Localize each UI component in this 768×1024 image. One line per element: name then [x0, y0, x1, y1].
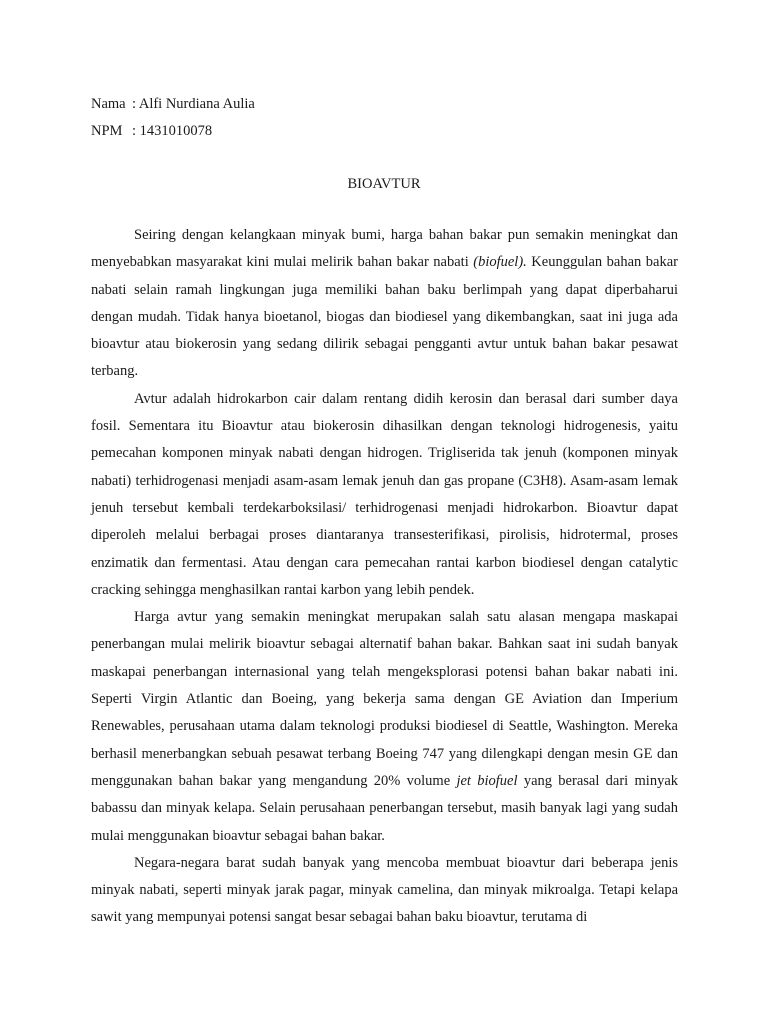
- paragraph-3-part-a: Harga avtur yang semakin meningkat merupakan salah satu alasan mengapa maskapai penerbangan mulai melirik bioavtur sebagai alternatif bahan bakar. Bahkan saat ini sudah banyak maskapai penerbangan internasional yang telah mengeksplorasi potensi bahan bakar nabati ini. Seperti Virgin Atlantic dan Boeing, yang bekerja sama dengan GE Aviation dan Imperium Renewables, perusahaan utama dalam teknologi produksi biodiesel di Seattle, Washington. Mereka berhasil menerbangkan sebuah pesawat terbang Boeing 747 yang dilengkapi dengan mesin GE dan menggunakan bahan bakar yang mengandung 20% volume: [91, 609, 678, 789]
- paragraph-4: Negara-negara barat sudah banyak yang mencoba membuat bioavtur dari beberapa jenis minyak nabati, seperti minyak jarak pagar, minyak camelina, dan minyak mikroalga. Tetapi kelapa sawit yang mempunyai potensi sangat besar sebagai bahan baku bioavtur, terutama di: [91, 854, 678, 926]
- paragraph-1-part-a: Seiring dengan kelangkaan minyak bumi, harga bahan bakar pun semakin meningkat dan menyebabkan masyarakat kini mulai melirik bahan bakar nabati: [91, 227, 678, 271]
- author-info: [91, 91, 255, 145]
- paragraph-1-part-c: Keunggulan bahan bakar nabati selain ramah lingkungan juga memiliki bahan baku berlimpah yang dapat diperbaharui dengan mudah. Tidak hanya bioetanol, biogas dan biodiesel yang dikembangkan, saat ini juga ada bioavtur atau biokerosin yang sedang dilirik sebagai pengganti avtur untuk bahan bakar pesawat terbang.: [91, 254, 678, 380]
- paragraph-1-italic: (biofuel).: [473, 254, 527, 271]
- title-text: BIOAVTUR: [347, 176, 421, 192]
- paragraph-3: [91, 604, 678, 850]
- npm-value: : 1431010078: [132, 123, 213, 139]
- paragraph-3-italic: jet biofuel: [456, 772, 518, 789]
- name-label: Nama: [91, 96, 126, 112]
- npm-row: [91, 118, 255, 145]
- paragraph-3-part-c: yang berasal dari minyak babassu dan minyak kelapa. Selain perusahaan penerbangan tersebut, masih banyak lagi yang sudah mulai menggunakan bioavtur sebagai bahan bakar.: [91, 772, 679, 844]
- paragraph-2: Avtur adalah hidrokarbon cair dalam rentang didih kerosin dan berasal dari sumber daya fosil. Sementara itu Bioavtur atau biokerosin dihasilkan dengan teknologi hidrogenesis, yaitu pemecahan komponen minyak nabati dengan hidrogen. Trigliserida tak jenuh (komponen minyak nabati) terhidrogenasi menjadi asam-asam lemak jenuh dan gas propane (C3H8). Asam-asam lemak jenuh tersebut kembali terdekarboksilasi/ terhidrogenasi menjadi hidrokarbon. Bioavtur dapat diperoleh melalui berbagai proses diantaranya transesterifikasi, pirolisis, hidrotermal, proses enzimatik dan fermentasi. Atau dengan cara pemecahan rantai karbon biodiesel dengan catalytic cracking sehingga menghasilkan rantai karbon yang lebih pendek.: [91, 390, 678, 598]
- paragraph-1: [91, 222, 678, 386]
- name-value: : Alfi Nurdiana Aulia: [132, 96, 255, 112]
- document-title: [0, 171, 768, 198]
- npm-label: NPM: [91, 123, 123, 139]
- name-row: [91, 91, 255, 118]
- document-body: [91, 222, 678, 932]
